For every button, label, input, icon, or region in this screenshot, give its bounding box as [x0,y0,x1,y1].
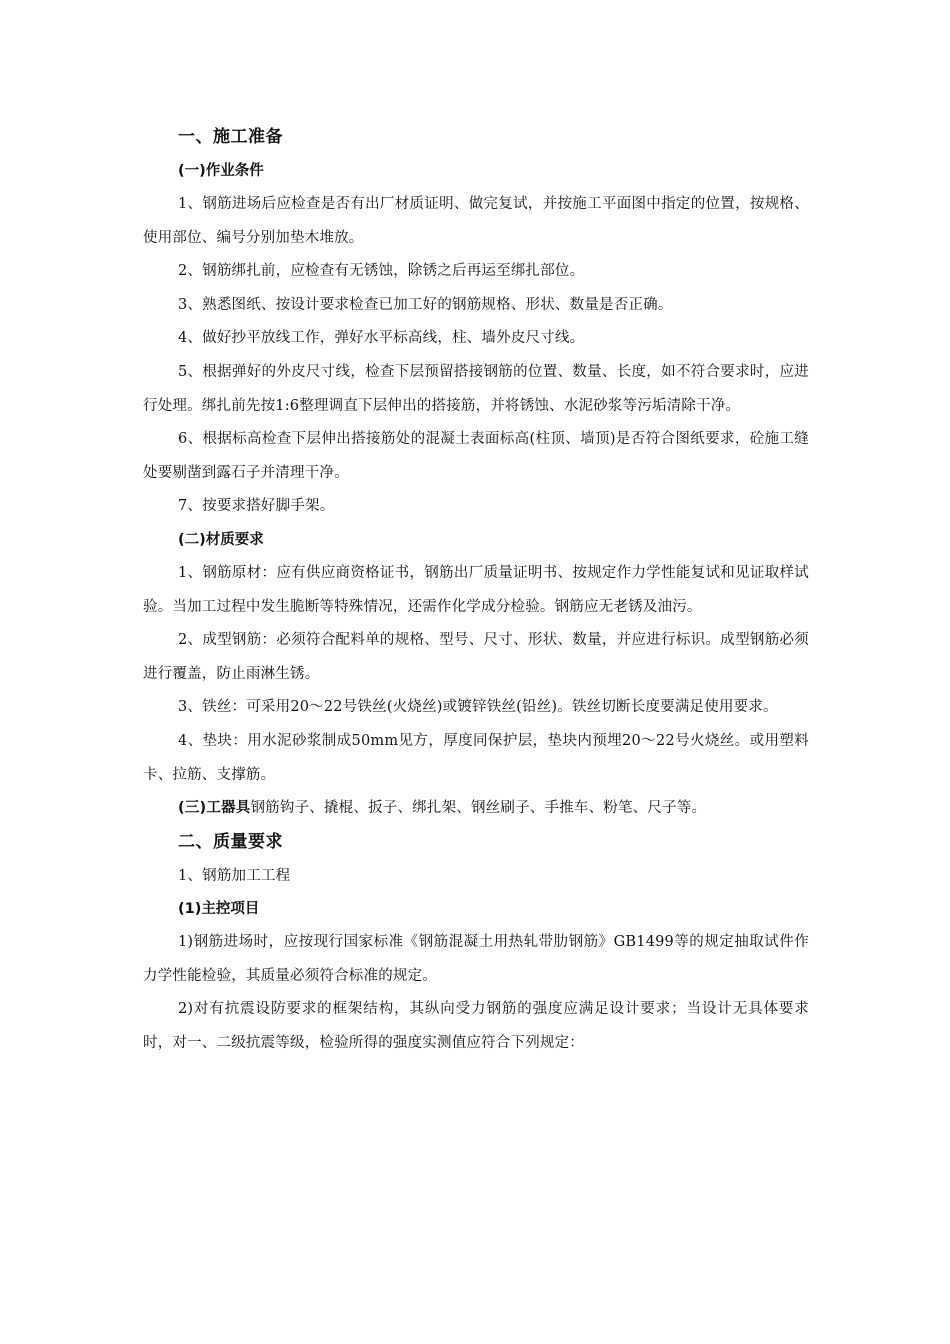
paragraph-tools [143,792,809,826]
paragraph: 2)对有抗震设防要求的框架结构，其纵向受力钢筋的强度应满足设计要求；当设计无具体要求时，对一、二级抗震等级，检验所得的强度实测值应符合下列规定： [143,1001,809,1052]
paragraph: 1、钢筋加工工程 [178,867,291,884]
paragraph: 1、钢筋原材：应有供应商资格证书，钢筋出厂质量证明书、按规定作力学性能复试和见证取样试验。当加工过程中发生脆断等特殊情况，还需作化学成分检验。钢筋应无老锈及油污。 [143,564,809,615]
section-heading-construction-preparation: 一、施工准备 [178,127,283,147]
paragraph: 2、成型钢筋：必须符合配料单的规格、型号、尺寸、形状、数量，并应进行标识。成型钢筋必须进行覆盖，防止雨淋生锈。 [143,632,809,682]
paragraph: 6、根据标高检查下层伸出搭接筋处的混凝土表面标高(柱顶、墙顶)是否符合图纸要求，砼施工缝处要剔凿到露石子并清理干净。 [143,431,809,481]
section-heading-quality-requirements: 二、质量要求 [178,831,283,852]
subsection-heading-main-control-items: (1)主控项目 [178,901,260,918]
paragraph: 1)钢筋进场时，应按现行国家标准《钢筋混凝土用热轧带肋钢筋》GB1499等的规定抽取试件作力学性能检验，其质量必须符合标准的规定。 [143,934,809,984]
paragraph: 4、做好抄平放线工作，弹好水平标高线，柱、墙外皮尺寸线。 [178,330,585,347]
tools-text: 钢筋钩子、撬棍、扳子、绑扎架、钢丝刷子、手推车、粉笔、尺子等。 [250,800,707,817]
paragraph: 3、铁丝：可采用20～22号铁丝(火烧丝)或镀锌铁丝(铅丝)。铁丝切断长度要满足使用要求。 [178,699,778,716]
subsection-heading-working-conditions: (一)作业条件 [178,163,264,179]
paragraph: 3、熟悉图纸、按设计要求检查已加工好的钢筋规格、形状、数量是否正确。 [178,296,673,313]
paragraph: 5、根据弹好的外皮尺寸线，检查下层预留搭接钢筋的位置、数量、长度，如不符合要求时，应进行处理。绑扎前先按1:6整理调直下层伸出的搭接筋，并将锈蚀、水泥砂浆等污垢清除干净。 [143,363,809,414]
paragraph: 1、钢筋进场后应检查是否有出厂材质证明、做完复试，并按施工平面图中指定的位置，按规格、使用部位、编号分别加垫木堆放。 [143,196,809,246]
document-body [143,121,809,1061]
subsection-heading-material-requirements: (二)材质要求 [178,531,264,548]
paragraph: 4、垫块：用水泥砂浆制成50mm见方，厚度同保护层，垫块内预埋20～22号火烧丝。或用塑料卡、拉筋、支撑筋。 [143,732,809,783]
paragraph: 2、钢筋绑扎前，应检查有无锈蚀，除锈之后再运至绑扎部位。 [178,263,585,280]
paragraph: 7、按要求搭好脚手架。 [178,498,335,515]
subsection-label-tools: (三)工器具 [178,800,251,817]
